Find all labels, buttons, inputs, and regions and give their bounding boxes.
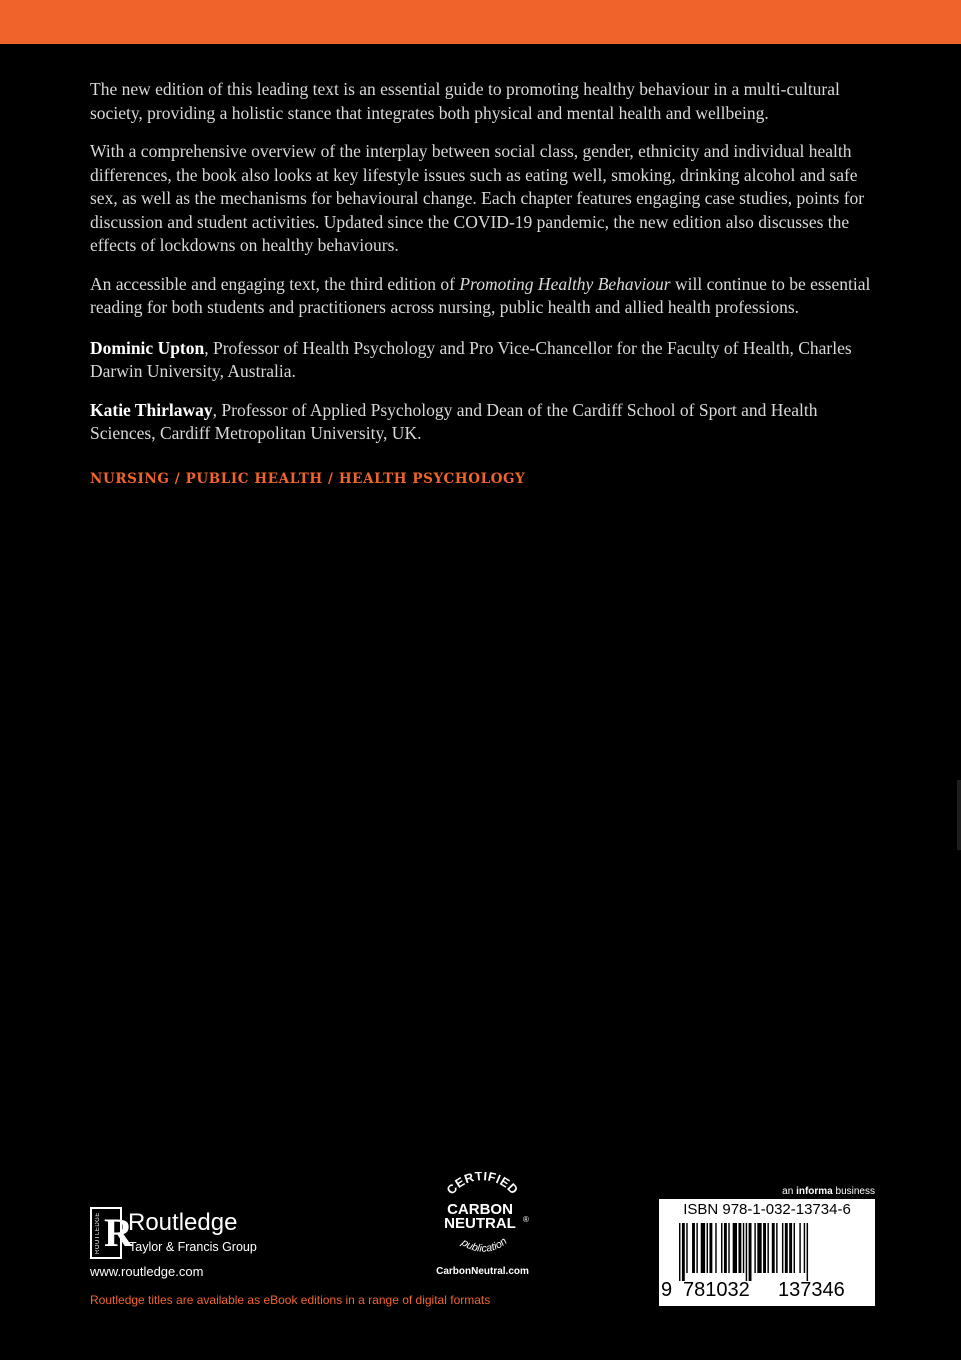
author-bio-1 [90,337,874,384]
book-title: Promoting Healthy Behaviour [459,273,671,294]
author-affiliation-1: , Professor of Health Psychology and Pro Vice-Chancellor for the Faculty of Health, Charles Darwin University, Australia. [90,337,852,381]
badge-publication-text: publication [459,1235,510,1255]
isbn-label: ISBN 978-1-032-13734-6 [683,1201,851,1218]
description-paragraph-2: With a comprehensive overview of the interplay between social class, gender, ethnicity and individual health differences, the book also looks at key lifestyle issues such as eating well, smoking, drinking alcohol and safe sex, as well as the mechanisms for behavioural change. Each chapter features engaging case studies, points for discussion and student activities. Updated since the COVID-19 pandemic, the new edition also discusses the effects of lockdowns on healthy behaviours. [90,141,865,255]
routledge-logo [90,1207,290,1261]
barcode-icon [671,1223,863,1281]
author-bio-2 [90,399,874,446]
publisher-url[interactable]: www.routledge.com [90,1264,204,1279]
barcode-digit-group-2: 137346 [778,1279,845,1301]
closing-after: will continue to be essential reading for both students and practitioners across nursing, public health and allied health professions. [90,273,871,317]
author-name-2: Katie Thirlaway [90,399,213,420]
badge-carbon-text: CARBON [447,1201,513,1218]
closing-paragraph [90,273,874,320]
subject-categories: NURSING / PUBLIC HEALTH / HEALTH PSYCHOLOGY [90,470,526,487]
logo-letter: R [104,1210,133,1255]
carbon-neutral-icon [425,1172,540,1266]
badge-registered-mark: ® [523,1215,529,1224]
carbon-neutral-url[interactable]: CarbonNeutral.com [436,1266,529,1277]
description-paragraph-1: The new edition of this leading text is an essential guide to promoting healthy behaviour in a multi-cultural society, providing a holistic stance that integrates both physical and mental health and wellbeing. [90,79,840,123]
informa-prefix: an [782,1186,797,1197]
author-name-1: Dominic Upton [90,337,205,358]
badge-neutral-text: NEUTRAL [444,1215,516,1232]
top-accent-band [0,0,961,44]
publisher-group: Taylor & Francis Group [129,1240,257,1254]
carbon-neutral-badge [425,1172,540,1282]
closing-before: An accessible and engaging text, the third edition of [90,273,460,294]
author-affiliation-2: , Professor of Applied Psychology and Dean of the Cardiff School of Sport and Health Sciences, Cardiff Metropolitan University, UK. [90,399,818,443]
edge-mark [957,780,961,850]
informa-business [760,1186,875,1197]
svg-text:publication [458,1235,509,1255]
isbn-barcode-box [659,1199,875,1306]
informa-brand: informa [796,1186,833,1197]
back-cover-text [90,78,874,491]
barcode-digit-group-1: 781032 [683,1279,750,1301]
barcode-digit-lead: 9 [661,1279,673,1301]
publisher-name: Routledge [128,1209,238,1236]
routledge-mark-icon [90,1207,133,1259]
ebook-note: Routledge titles are available as eBook editions in a range of digital formats [90,1293,491,1307]
logo-vertical-text: ROUTLEDGE [95,1212,101,1254]
informa-suffix: business [832,1186,875,1197]
badge-certified-text: CERTIFIED [443,1172,522,1198]
svg-text:CERTIFIED [444,1172,521,1197]
